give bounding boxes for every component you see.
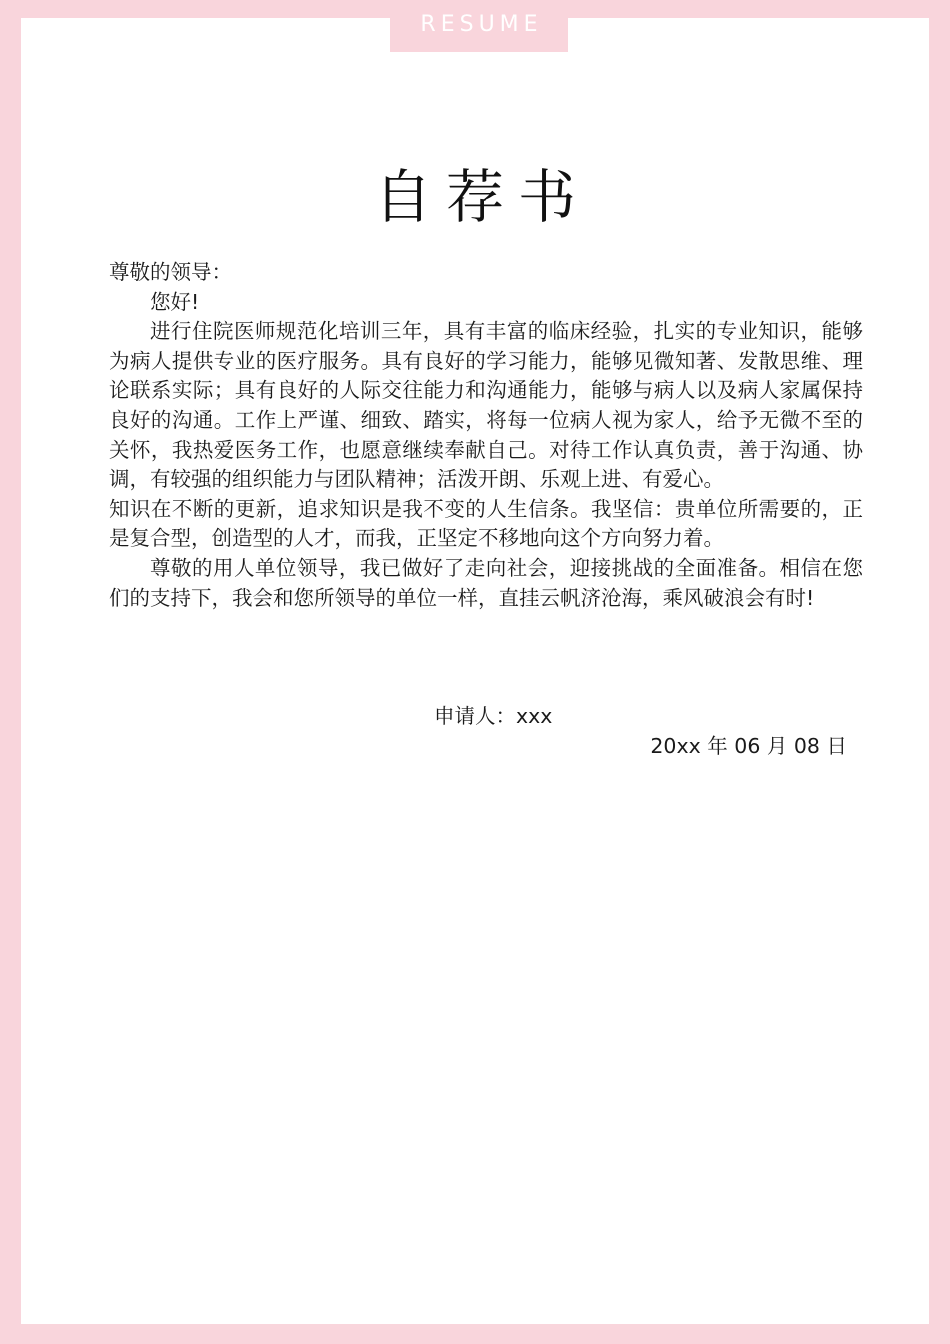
letter-date: 20xx 年 06 月 08 日	[650, 734, 847, 758]
page-title: 自荐书	[373, 162, 590, 231]
resume-tab-label: RESUME	[390, 0, 568, 52]
applicant-signature: 申请人：xxx	[434, 704, 553, 728]
letter-salutation: 尊敬的领导：	[109, 260, 232, 284]
letter-paragraph-2: 知识在不断的更新，追求知识是我不变的人生信条。我坚信：贵单位所需要的，正是复合型，创造型的人才，而我，正坚定不移地向这个方向努力着。	[109, 496, 863, 551]
letter-body	[109, 258, 863, 613]
letter-paragraph-3: 尊敬的用人单位领导，我已做好了走向社会，迎接挑战的全面准备。相信在您们的支持下，我会和您所领导的单位一样，直挂云帆济沧海，乘风破浪会有时!	[109, 555, 863, 610]
letter-greeting: 您好!	[150, 289, 200, 314]
letter-paragraph-1: 进行住院医师规范化培训三年，具有丰富的临床经验，扎实的专业知识，能够为病人提供专业的医疗服务。具有良好的学习能力，能够见微知著、发散思维、理论联系实际；具有良好的人际交往能力和沟通能力，能够与病人以及病人家属保持良好的沟通。工作上严谨、细致、踏实，将每一位病人视为家人，给予无微不至的关怀，我热爱医务工作，也愿意继续奉献自己。对待工作认真负责，善于沟通、协调，有较强的组织能力与团队精神；活泼开朗、乐观上进、有爱心。	[109, 319, 863, 492]
